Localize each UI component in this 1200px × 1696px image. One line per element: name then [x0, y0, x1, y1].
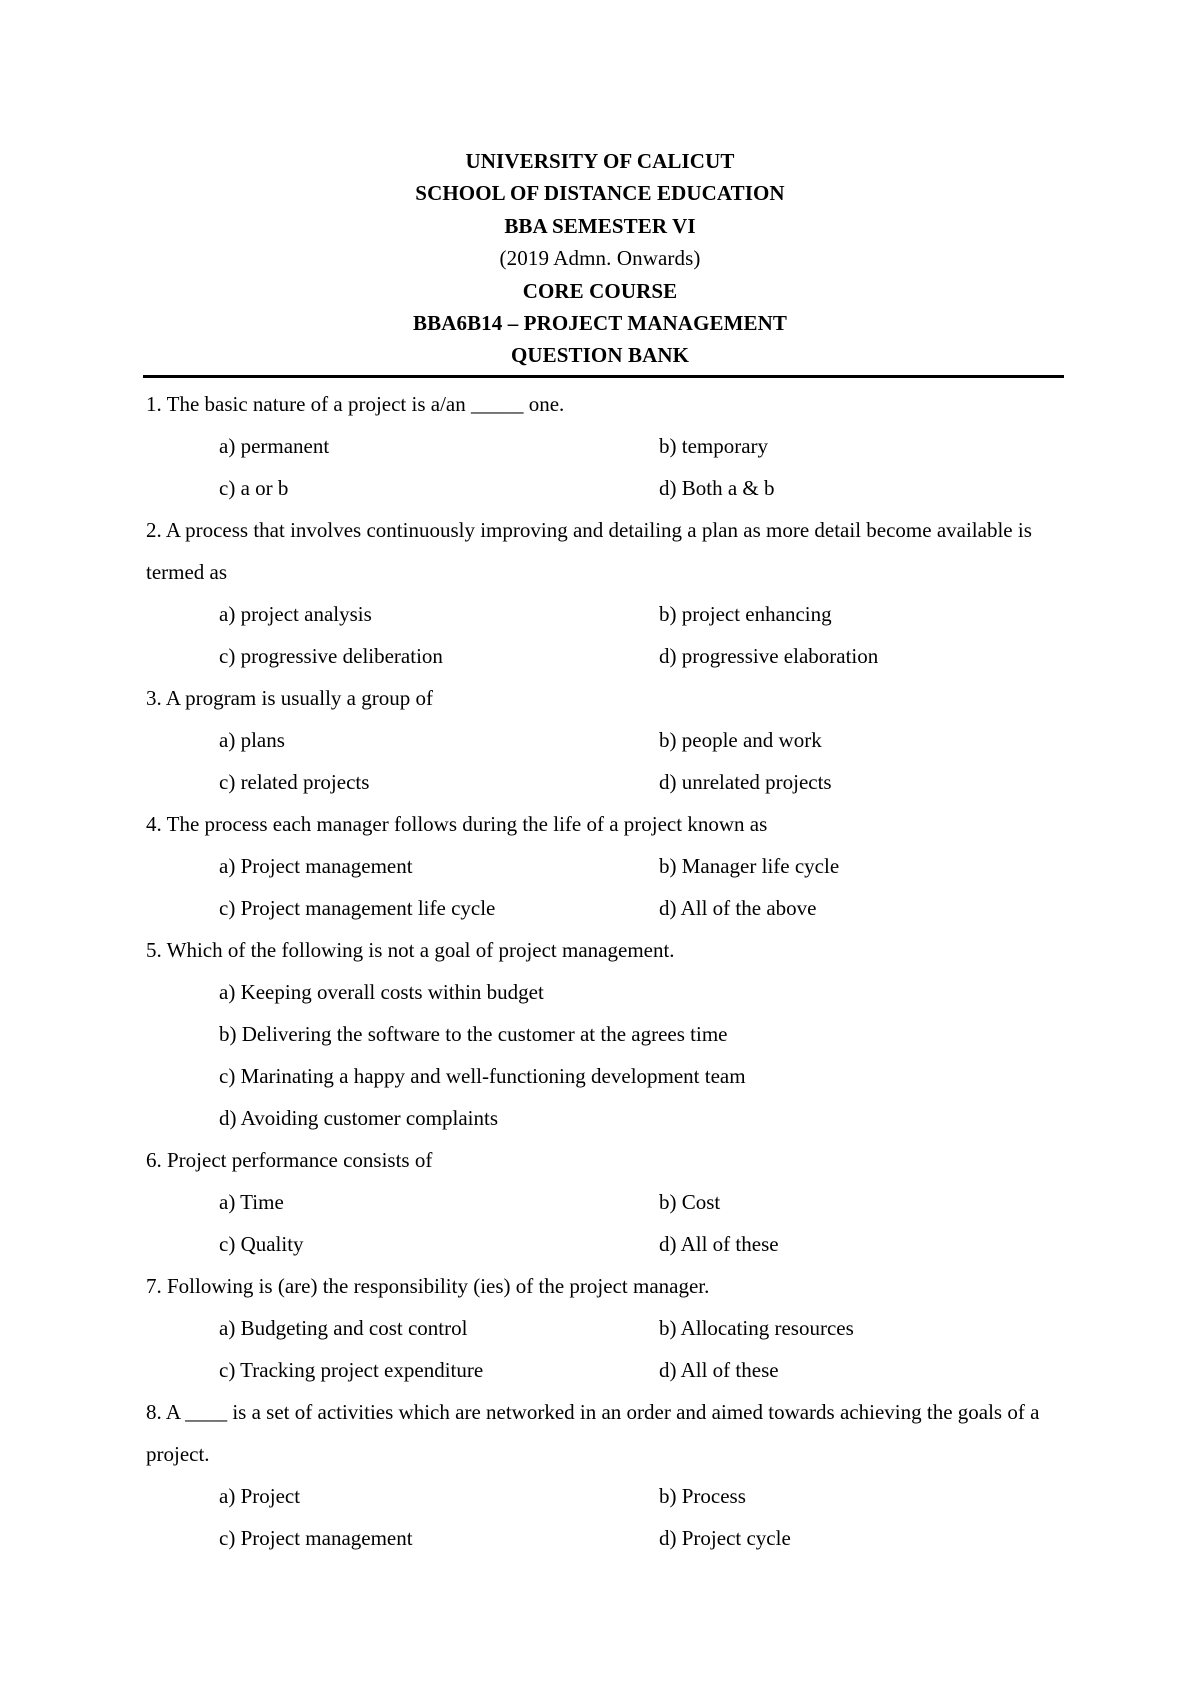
- course-type: CORE COURSE: [522, 278, 678, 303]
- option-d: d) All of these: [659, 1232, 779, 1256]
- question-text: 2. A process that involves continuously improving and detailing a plan as more detail become available is termed as: [146, 518, 1032, 584]
- admission-note: (2019 Admn. Onwards): [499, 246, 701, 271]
- option-a: a) Time: [219, 1190, 284, 1214]
- question-list: [146, 383, 1086, 1559]
- option-c: c) progressive deliberation: [219, 644, 443, 668]
- option-c: c) Tracking project expenditure: [219, 1358, 484, 1382]
- option-a: a) plans: [219, 728, 285, 752]
- option-b: b) project enhancing: [659, 602, 832, 626]
- option-d: d) unrelated projects: [659, 770, 832, 794]
- university-name: UNIVERSITY OF CALICUT: [465, 149, 735, 173]
- option-a: a) Project: [219, 1484, 301, 1508]
- question-item: [146, 383, 1086, 509]
- question-text: 7. Following is (are) the responsibility (ies) of the project manager.: [146, 1274, 710, 1298]
- question-item: [146, 677, 1086, 803]
- question-item: [146, 1139, 1086, 1265]
- question-text: 8. A ____ is a set of activities which are networked in an order and aimed towards achieving the goals of a project.: [146, 1400, 1040, 1466]
- question-item: [146, 929, 1086, 1139]
- question-item: [146, 1391, 1086, 1559]
- question-text: 6. Project performance consists of: [146, 1148, 433, 1172]
- document-title: QUESTION BANK: [510, 343, 690, 368]
- option-a: a) permanent: [219, 434, 330, 458]
- document-header: [0, 145, 1200, 372]
- option-c: c) Project management: [219, 1526, 413, 1550]
- option-b: b) temporary: [659, 434, 769, 458]
- header-divider: [143, 375, 1064, 378]
- option-d: d) Both a & b: [659, 476, 775, 500]
- option-b: b) Delivering the software to the customer at the agrees time: [219, 1022, 728, 1046]
- option-b: b) Process: [659, 1484, 746, 1508]
- course-title: BBA6B14 – PROJECT MANAGEMENT: [412, 311, 788, 336]
- question-item: [146, 1265, 1086, 1391]
- option-d: d) progressive elaboration: [659, 644, 879, 668]
- option-c: c) a or b: [219, 476, 289, 500]
- option-a: a) project analysis: [219, 602, 372, 626]
- option-a: a) Budgeting and cost control: [219, 1316, 468, 1340]
- question-text: 5. Which of the following is not a goal of project management.: [146, 938, 675, 962]
- option-d: d) All of the above: [659, 896, 817, 920]
- option-a: a) Project management: [219, 854, 413, 878]
- option-c: c) Project management life cycle: [219, 896, 496, 920]
- option-c: c) Quality: [219, 1232, 304, 1256]
- option-b: b) Manager life cycle: [659, 854, 840, 878]
- question-item: [146, 509, 1086, 677]
- programme-name: BBA SEMESTER VI: [504, 213, 696, 238]
- question-text: 4. The process each manager follows during the life of a project known as: [146, 812, 768, 836]
- question-item: [146, 803, 1086, 929]
- option-b: b) Cost: [659, 1190, 721, 1214]
- option-c: c) related projects: [219, 770, 370, 794]
- option-d: d) All of these: [659, 1358, 779, 1382]
- question-text: 1. The basic nature of a project is a/an _____ one.: [146, 392, 565, 416]
- school-name: SCHOOL OF DISTANCE EDUCATION: [415, 181, 785, 206]
- option-d: d) Avoiding customer complaints: [219, 1106, 498, 1130]
- option-a: a) Keeping overall costs within budget: [219, 980, 544, 1004]
- option-c: c) Marinating a happy and well-functioning development team: [219, 1064, 746, 1088]
- option-b: b) people and work: [659, 728, 822, 752]
- question-text: 3. A program is usually a group of: [146, 686, 433, 710]
- option-b: b) Allocating resources: [659, 1316, 854, 1340]
- option-d: d) Project cycle: [659, 1526, 791, 1550]
